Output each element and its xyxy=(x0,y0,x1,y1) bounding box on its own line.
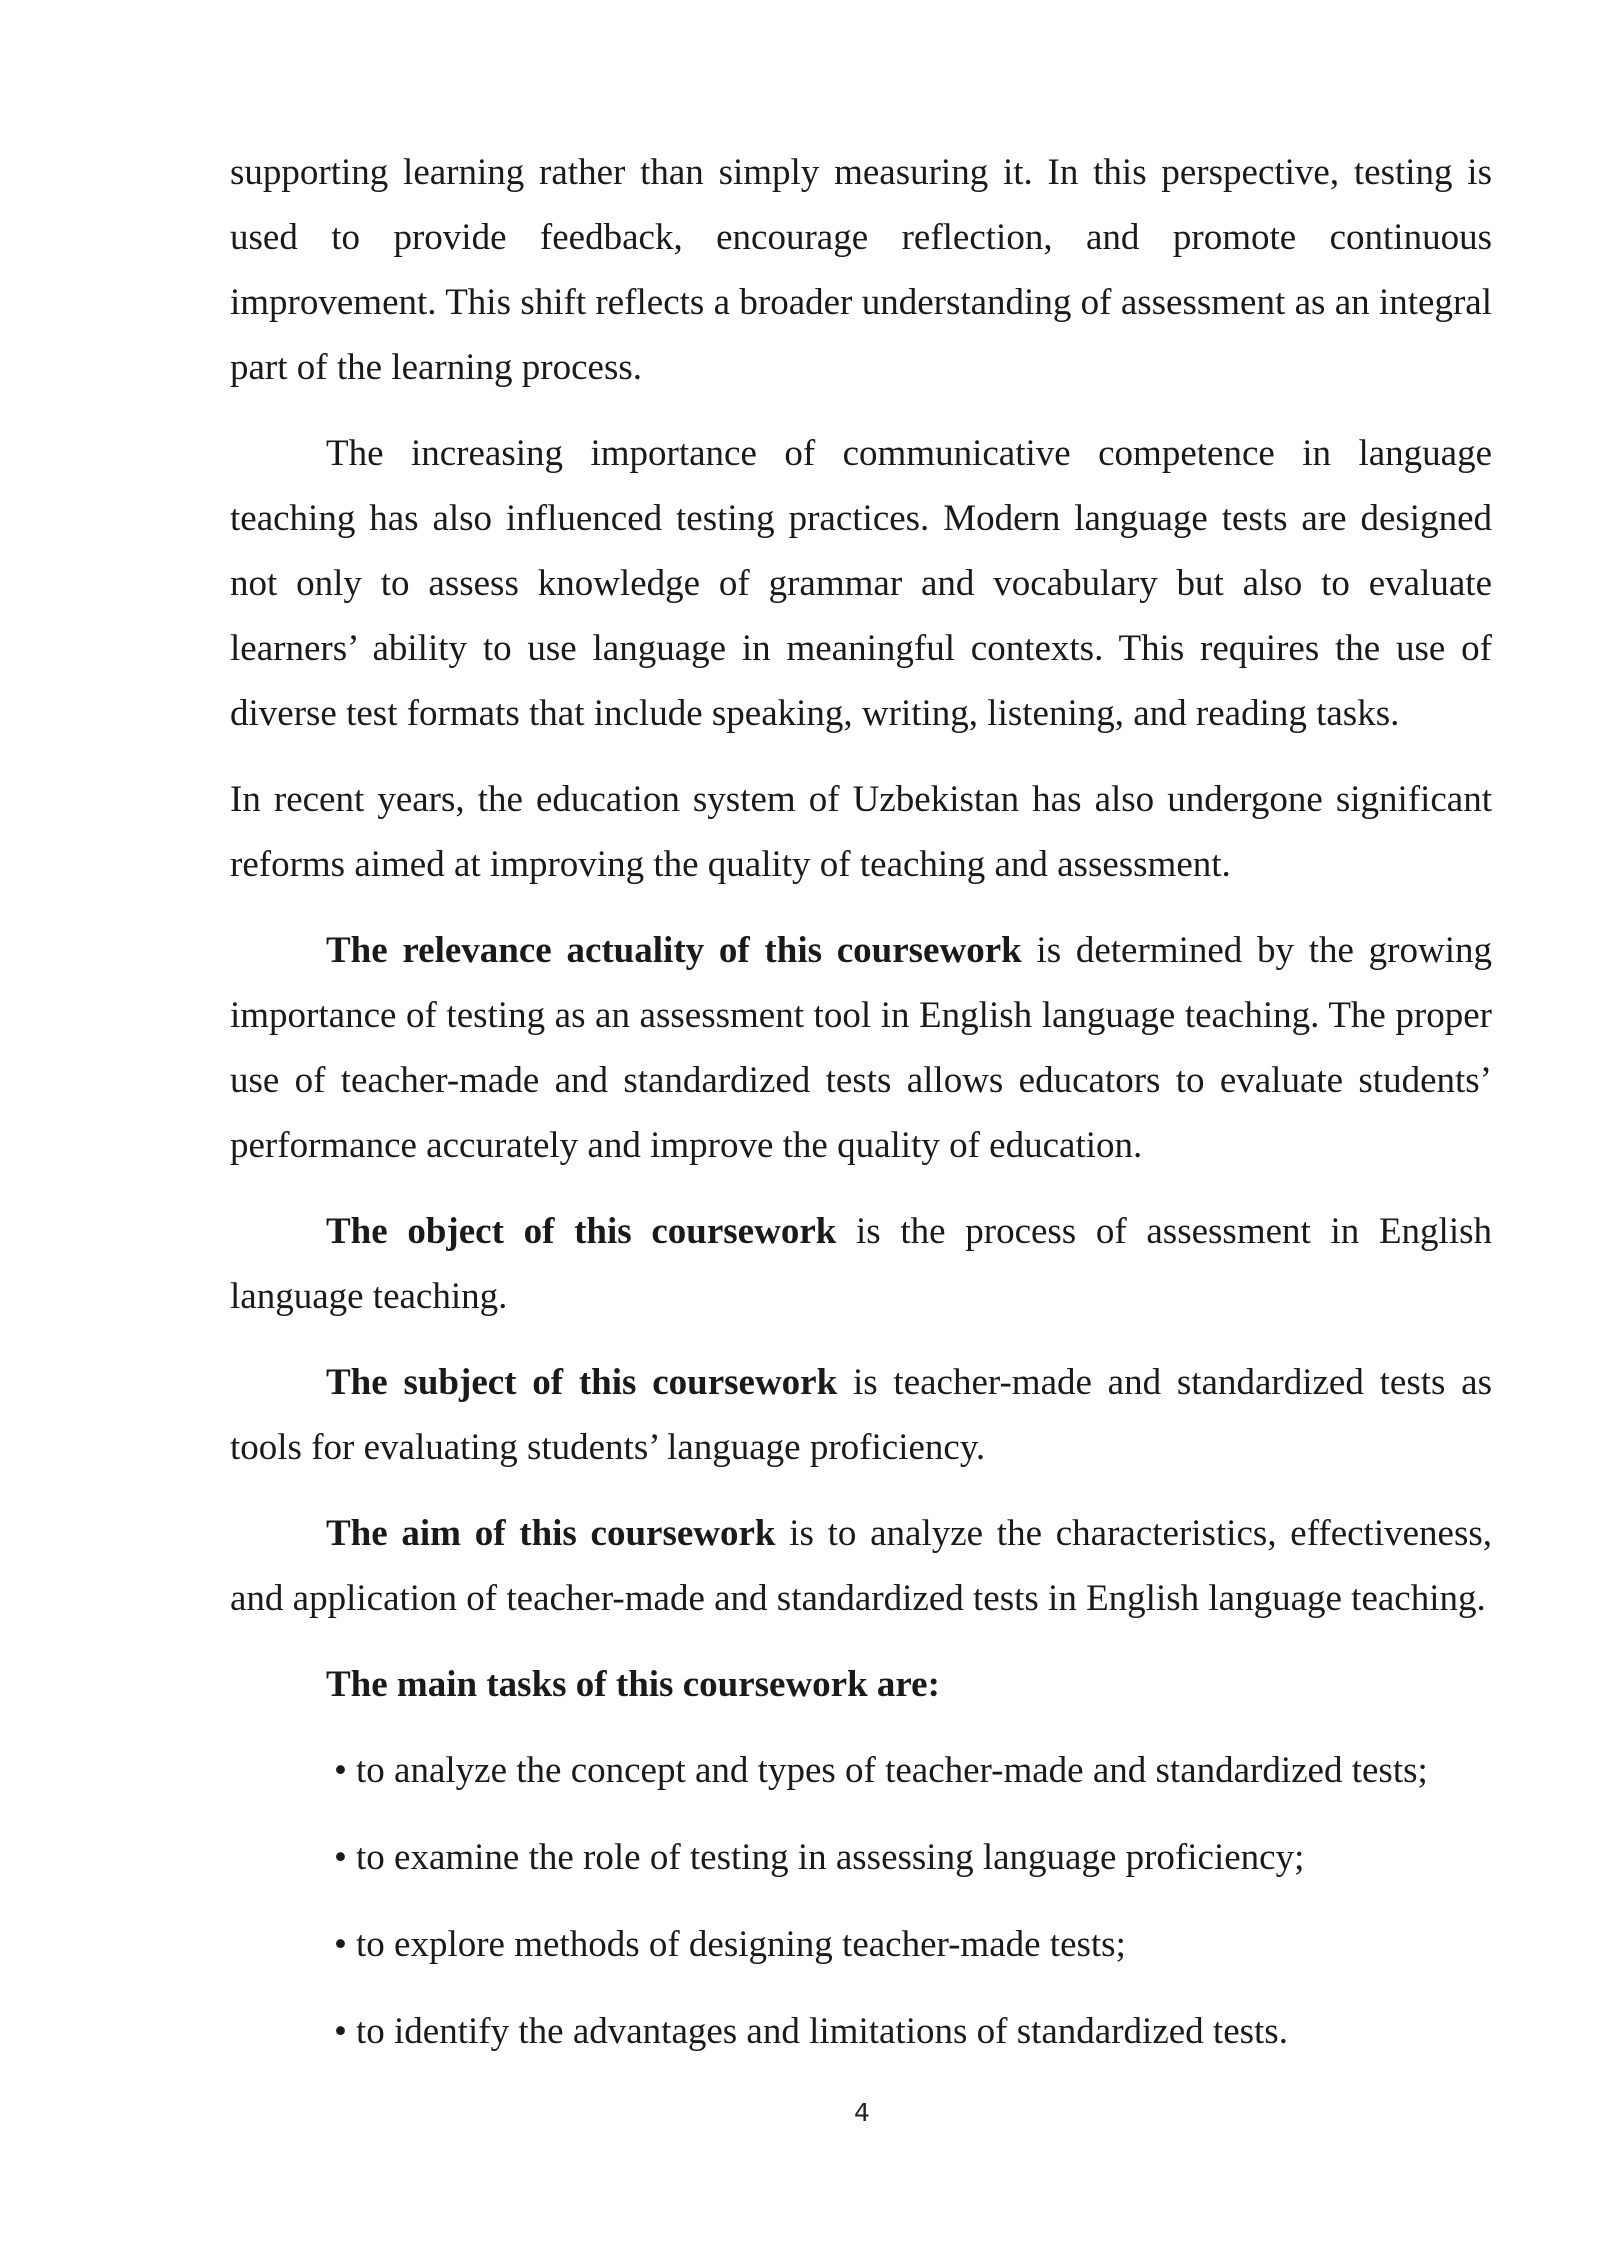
paragraph-relevance xyxy=(230,918,1492,1178)
task-text: to explore methods of designing teacher-made tests; xyxy=(356,1924,1126,1965)
list-item xyxy=(230,1999,1492,2064)
relevance-label: The relevance actuality of this coursework xyxy=(326,930,1022,971)
task-text: to examine the role of testing in assessing language proficiency; xyxy=(356,1837,1305,1878)
bullet-icon: • xyxy=(334,1750,347,1791)
bullet-icon: • xyxy=(334,2011,347,2052)
paragraph-assessment-perspective: supporting learning rather than simply measuring it. In this perspective, testing is used to provide feedback, encourage reflection, and promote continuous improvement. This shift reflects a broader understanding of assessment as an integral part of the learning process. xyxy=(230,152,1492,388)
bullet-icon: • xyxy=(334,1837,347,1878)
aim-label: The aim of this coursework xyxy=(326,1513,776,1554)
task-text: to identify the advantages and limitations of standardized tests. xyxy=(356,2011,1288,2052)
paragraph-communicative-competence: The increasing importance of communicative competence in language teaching has also influenced testing practices. Modern language tests are designed not only to assess knowledge of grammar and vocabulary but also to evaluate learners’ ability to use language in meaningful contexts. This requires the use of diverse test formats that include speaking, writing, listening, and reading tasks. xyxy=(230,433,1492,734)
page-content xyxy=(230,140,1492,2086)
paragraph-aim xyxy=(230,1501,1492,1631)
list-item xyxy=(230,1738,1492,1803)
aim-text: is to analyze the characteristics, effectiveness, and application of teacher-made and standardized tests in English language teaching. xyxy=(230,1513,1492,1619)
paragraph-uzbekistan-reforms: In recent years, the education system of Uzbekistan has also undergone significant reforms aimed at improving the quality of teaching and assessment. xyxy=(230,779,1492,885)
subject-text: is teacher-made and standardized tests as tools for evaluating students’ language proficiency. xyxy=(230,1362,1492,1468)
object-text: is the process of assessment in English language teaching. xyxy=(230,1211,1492,1317)
tasks-list xyxy=(230,1738,1492,2064)
subject-label: The subject of this coursework xyxy=(326,1362,838,1403)
relevance-text: is determined by the growing importance of testing as an assessment tool in English language teaching. The proper use of teacher-made and standardized tests allows educators to evaluate students’ performance accurately and improve the quality of education. xyxy=(230,930,1492,1166)
page-number: 4 xyxy=(854,2098,870,2127)
list-item xyxy=(230,1912,1492,1977)
tasks-heading: The main tasks of this coursework are: xyxy=(326,1664,940,1705)
task-text: to analyze the concept and types of teacher-made and standardized tests; xyxy=(356,1750,1428,1791)
list-item xyxy=(230,1825,1492,1890)
paragraph-subject xyxy=(230,1350,1492,1480)
paragraph-object xyxy=(230,1199,1492,1329)
bullet-icon: • xyxy=(334,1924,347,1965)
object-label: The object of this coursework xyxy=(326,1211,837,1252)
